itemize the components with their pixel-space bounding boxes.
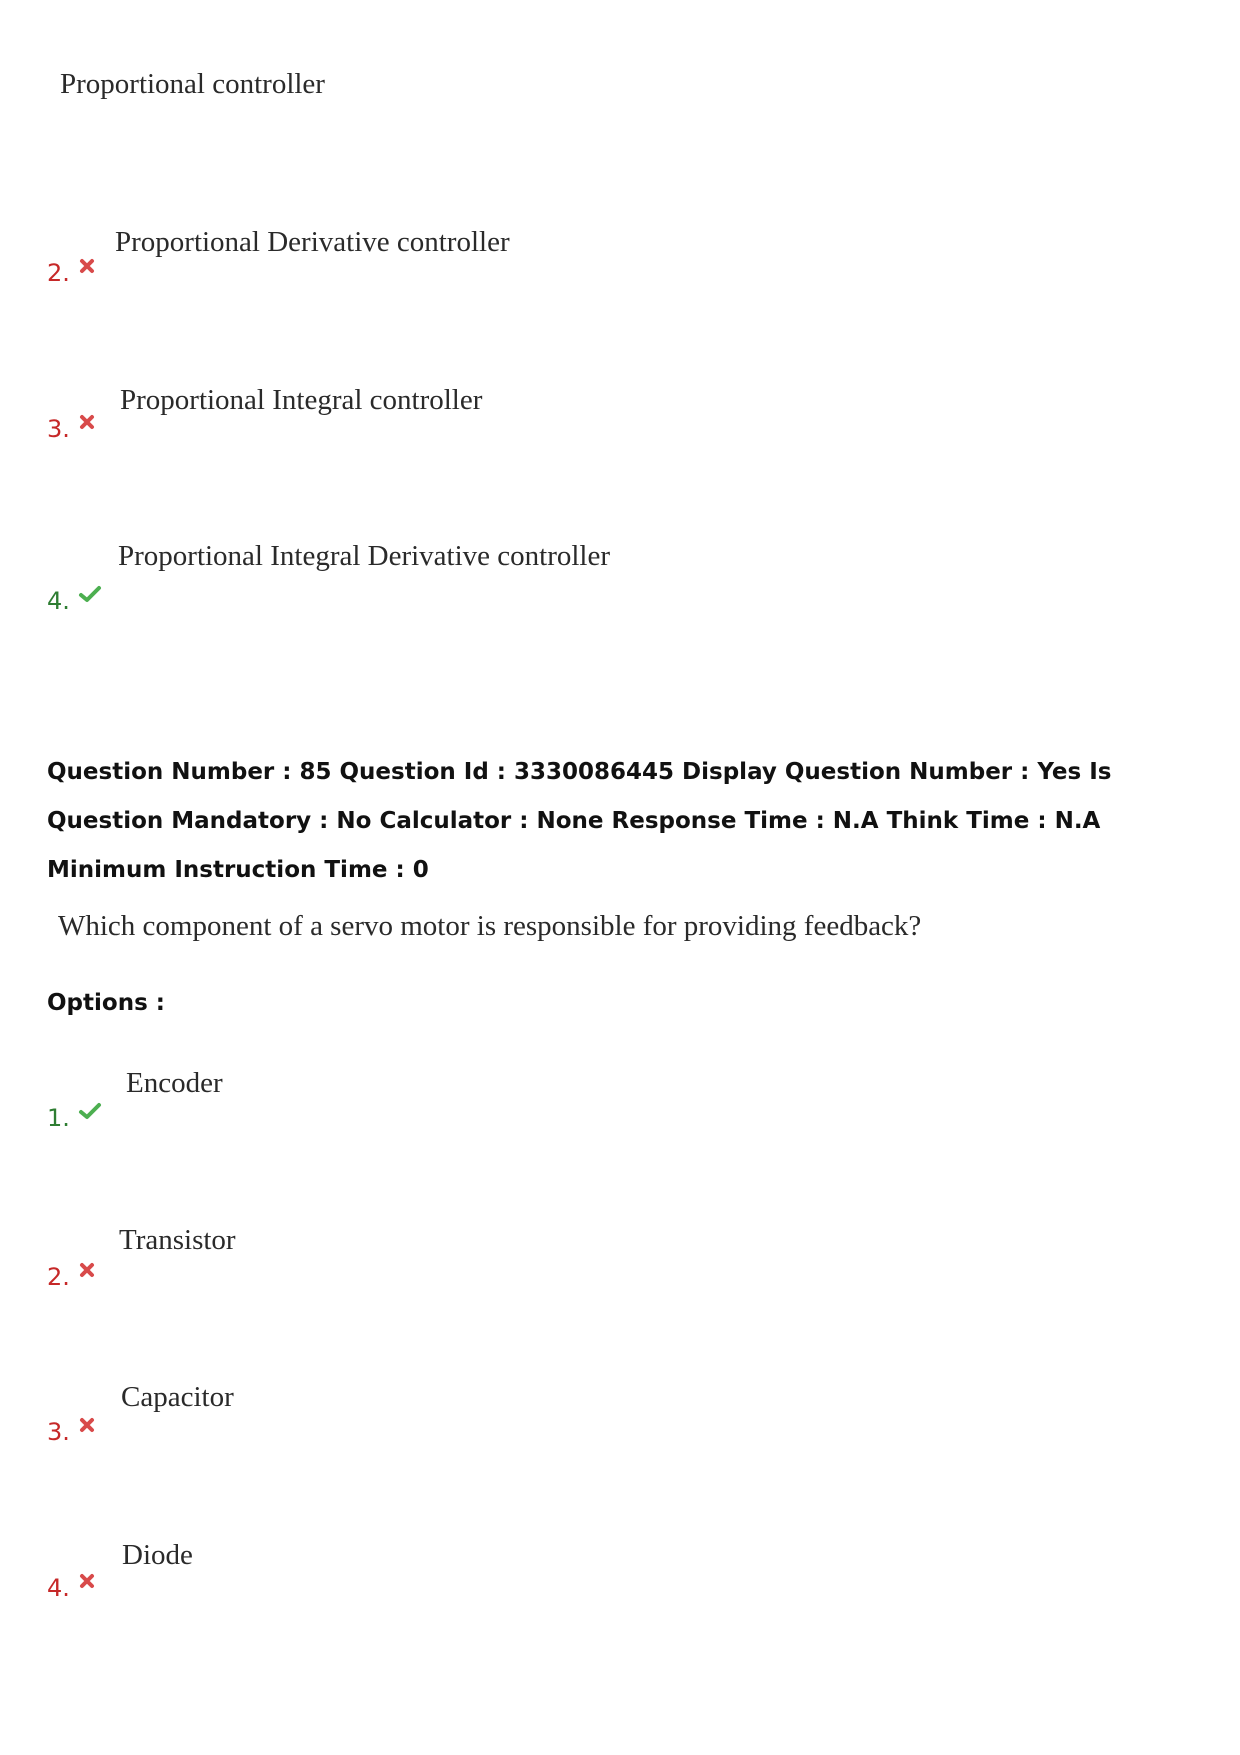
prev-option-4-text: Proportional Integral Derivative controller (118, 540, 611, 572)
prev-option-3-text: Proportional Integral controller (120, 384, 483, 416)
check-icon (78, 585, 102, 603)
cross-icon (78, 1572, 96, 1590)
check-icon (78, 1102, 102, 1120)
option-number: 1. (47, 1104, 70, 1132)
prev-option-2-marker (47, 259, 96, 287)
option-number: 2. (47, 259, 70, 287)
option-4-marker (47, 1574, 96, 1602)
option-number: 2. (47, 1263, 70, 1291)
option-2-text: Transistor (119, 1224, 236, 1256)
prev-option-3-marker (47, 415, 96, 443)
prev-option-1-text: Proportional controller (60, 68, 325, 100)
option-1-marker (47, 1104, 102, 1132)
option-3-text: Capacitor (121, 1381, 234, 1413)
question-metadata: Question Number : 85 Question Id : 3330086445 Display Question Number : Yes Is Question Mandatory : No Calculator : None Response Time : N.A Think Time : N.A Minimum Instruction Time : 0 (47, 759, 1112, 883)
option-2-marker (47, 1263, 96, 1291)
prev-option-2-text: Proportional Derivative controller (115, 226, 510, 258)
option-4-text: Diode (122, 1539, 193, 1571)
option-number: 3. (47, 1418, 70, 1446)
question-text: Which component of a servo motor is responsible for providing feedback? (58, 910, 922, 942)
cross-icon (78, 1261, 96, 1279)
option-number: 4. (47, 587, 70, 615)
cross-icon (78, 257, 96, 275)
option-number: 4. (47, 1574, 70, 1602)
option-1-text: Encoder (126, 1067, 223, 1099)
option-number: 3. (47, 415, 70, 443)
cross-icon (78, 413, 96, 431)
option-3-marker (47, 1418, 96, 1446)
prev-option-4-marker (47, 587, 102, 615)
options-label: Options : (47, 990, 165, 1016)
cross-icon (78, 1416, 96, 1434)
